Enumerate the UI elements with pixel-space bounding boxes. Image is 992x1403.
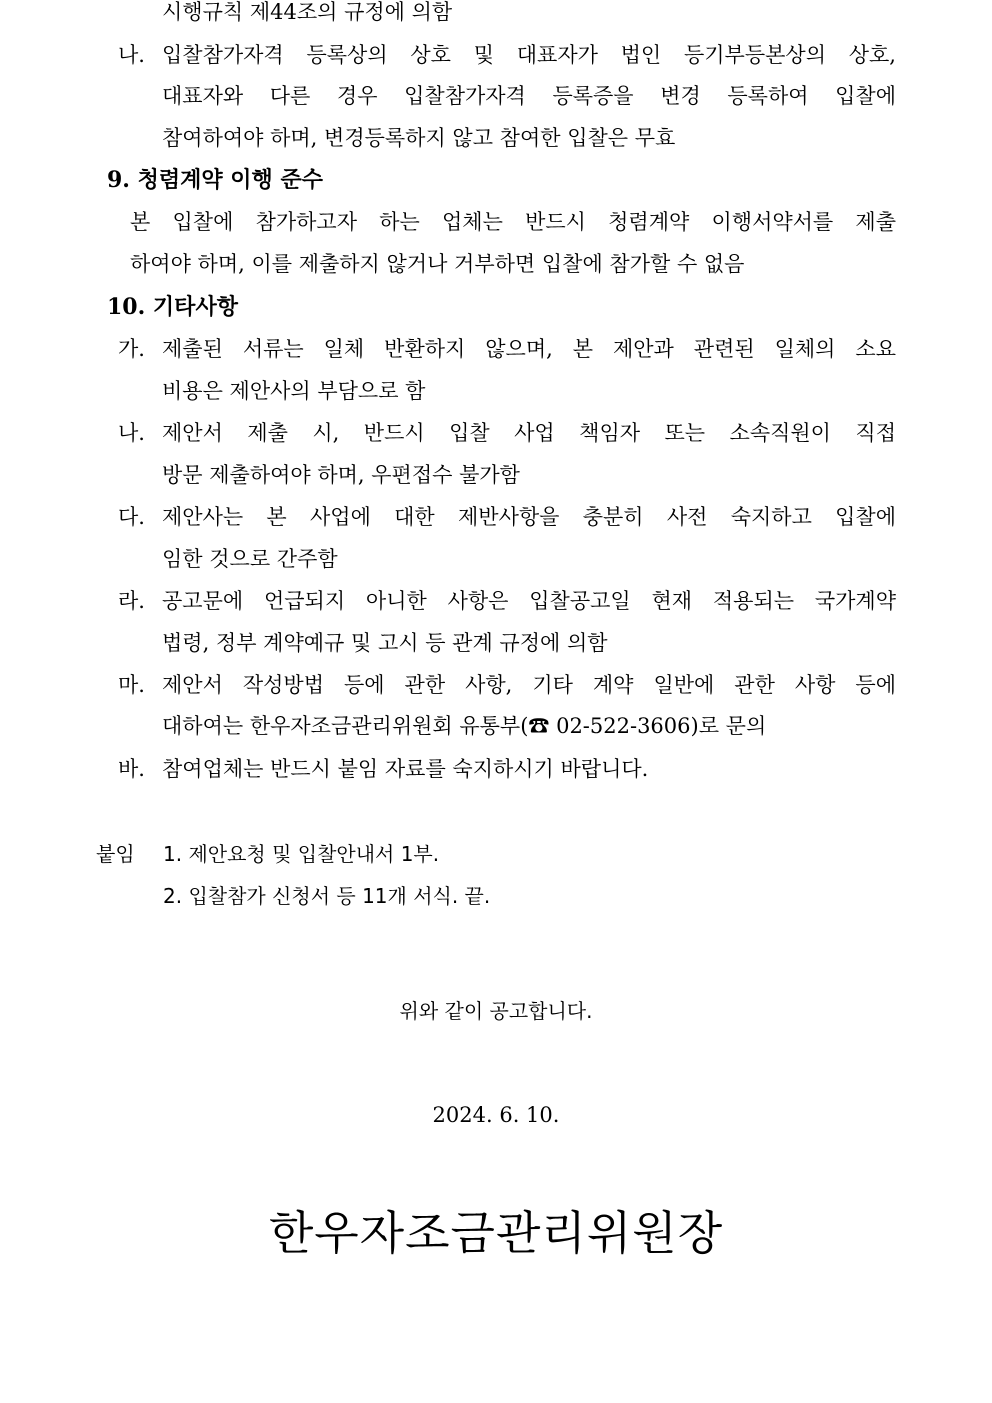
section-heading: 9. 청렴계약 이행 준수 xyxy=(107,167,323,193)
section-heading: 10. 기타사항 xyxy=(107,294,238,320)
item-marker: 다. xyxy=(118,505,145,529)
announcement-date: 2024. 6. 10. xyxy=(432,1103,560,1127)
attachment-item: 2. 입찰참가 신청서 등 11개 서식. 끝. xyxy=(163,884,491,908)
item-text: 비용은 제안사의 부담으로 함 xyxy=(162,379,426,403)
section-text: 본 입찰에 참가하고자 하는 업체는 반드시 청렴계약 이행서약서를 제출 xyxy=(130,210,896,234)
item-text: 제출된 서류는 일체 반환하지 않으며, 본 제안과 관련된 일체의 소요 xyxy=(162,337,896,361)
item-marker: 가. xyxy=(118,337,145,361)
item-marker: 나. xyxy=(118,421,145,445)
item-marker: 라. xyxy=(118,589,145,613)
item-text: 공고문에 언급되지 아니한 사항은 입찰공고일 현재 적용되는 국가계약 xyxy=(162,589,896,613)
continuation-text: 시행규칙 제44조의 규정에 의함 xyxy=(162,0,453,24)
item-marker: 바. xyxy=(118,757,145,781)
item-text: 대표자와 다른 경우 입찰참가자격 등록증을 변경 등록하여 입찰에 xyxy=(162,84,896,108)
issuer-signature: 한우자조금관리위원장 xyxy=(268,1206,724,1260)
attachments-label: 붙임 xyxy=(96,842,135,866)
item-text: 방문 제출하여야 하며, 우편접수 불가함 xyxy=(162,463,520,487)
item-text: 제안서 작성방법 등에 관한 사항, 기타 계약 일반에 관한 사항 등에 xyxy=(162,673,896,697)
item-marker: 나. xyxy=(118,43,145,67)
item-text: 임한 것으로 간주함 xyxy=(162,547,338,571)
item-text: 대하여는 한우자조금관리위원회 유통부(☎ 02-522-3606)로 문의 xyxy=(162,714,767,738)
item-text: 입찰참가자격 등록상의 상호 및 대표자가 법인 등기부등본상의 상호, xyxy=(162,43,896,67)
item-text: 참여업체는 반드시 붙임 자료를 숙지하시기 바랍니다. xyxy=(162,757,649,781)
section-text: 하여야 하며, 이를 제출하지 않거나 거부하면 입찰에 참가할 수 없음 xyxy=(130,252,745,276)
item-text: 제안사는 본 사업에 대한 제반사항을 충분히 사전 숙지하고 입찰에 xyxy=(162,505,896,529)
item-marker: 마. xyxy=(118,673,145,697)
attachment-item: 1. 제안요청 및 입찰안내서 1부. xyxy=(163,842,440,866)
item-text: 제안서 제출 시, 반드시 입찰 사업 책임자 또는 소속직원이 직접 xyxy=(162,421,896,445)
closing-statement: 위와 같이 공고합니다. xyxy=(399,999,593,1023)
item-text: 법령, 정부 계약예규 및 고시 등 관계 규정에 의함 xyxy=(162,631,608,655)
item-text: 참여하여야 하며, 변경등록하지 않고 참여한 입찰은 무효 xyxy=(162,126,676,150)
